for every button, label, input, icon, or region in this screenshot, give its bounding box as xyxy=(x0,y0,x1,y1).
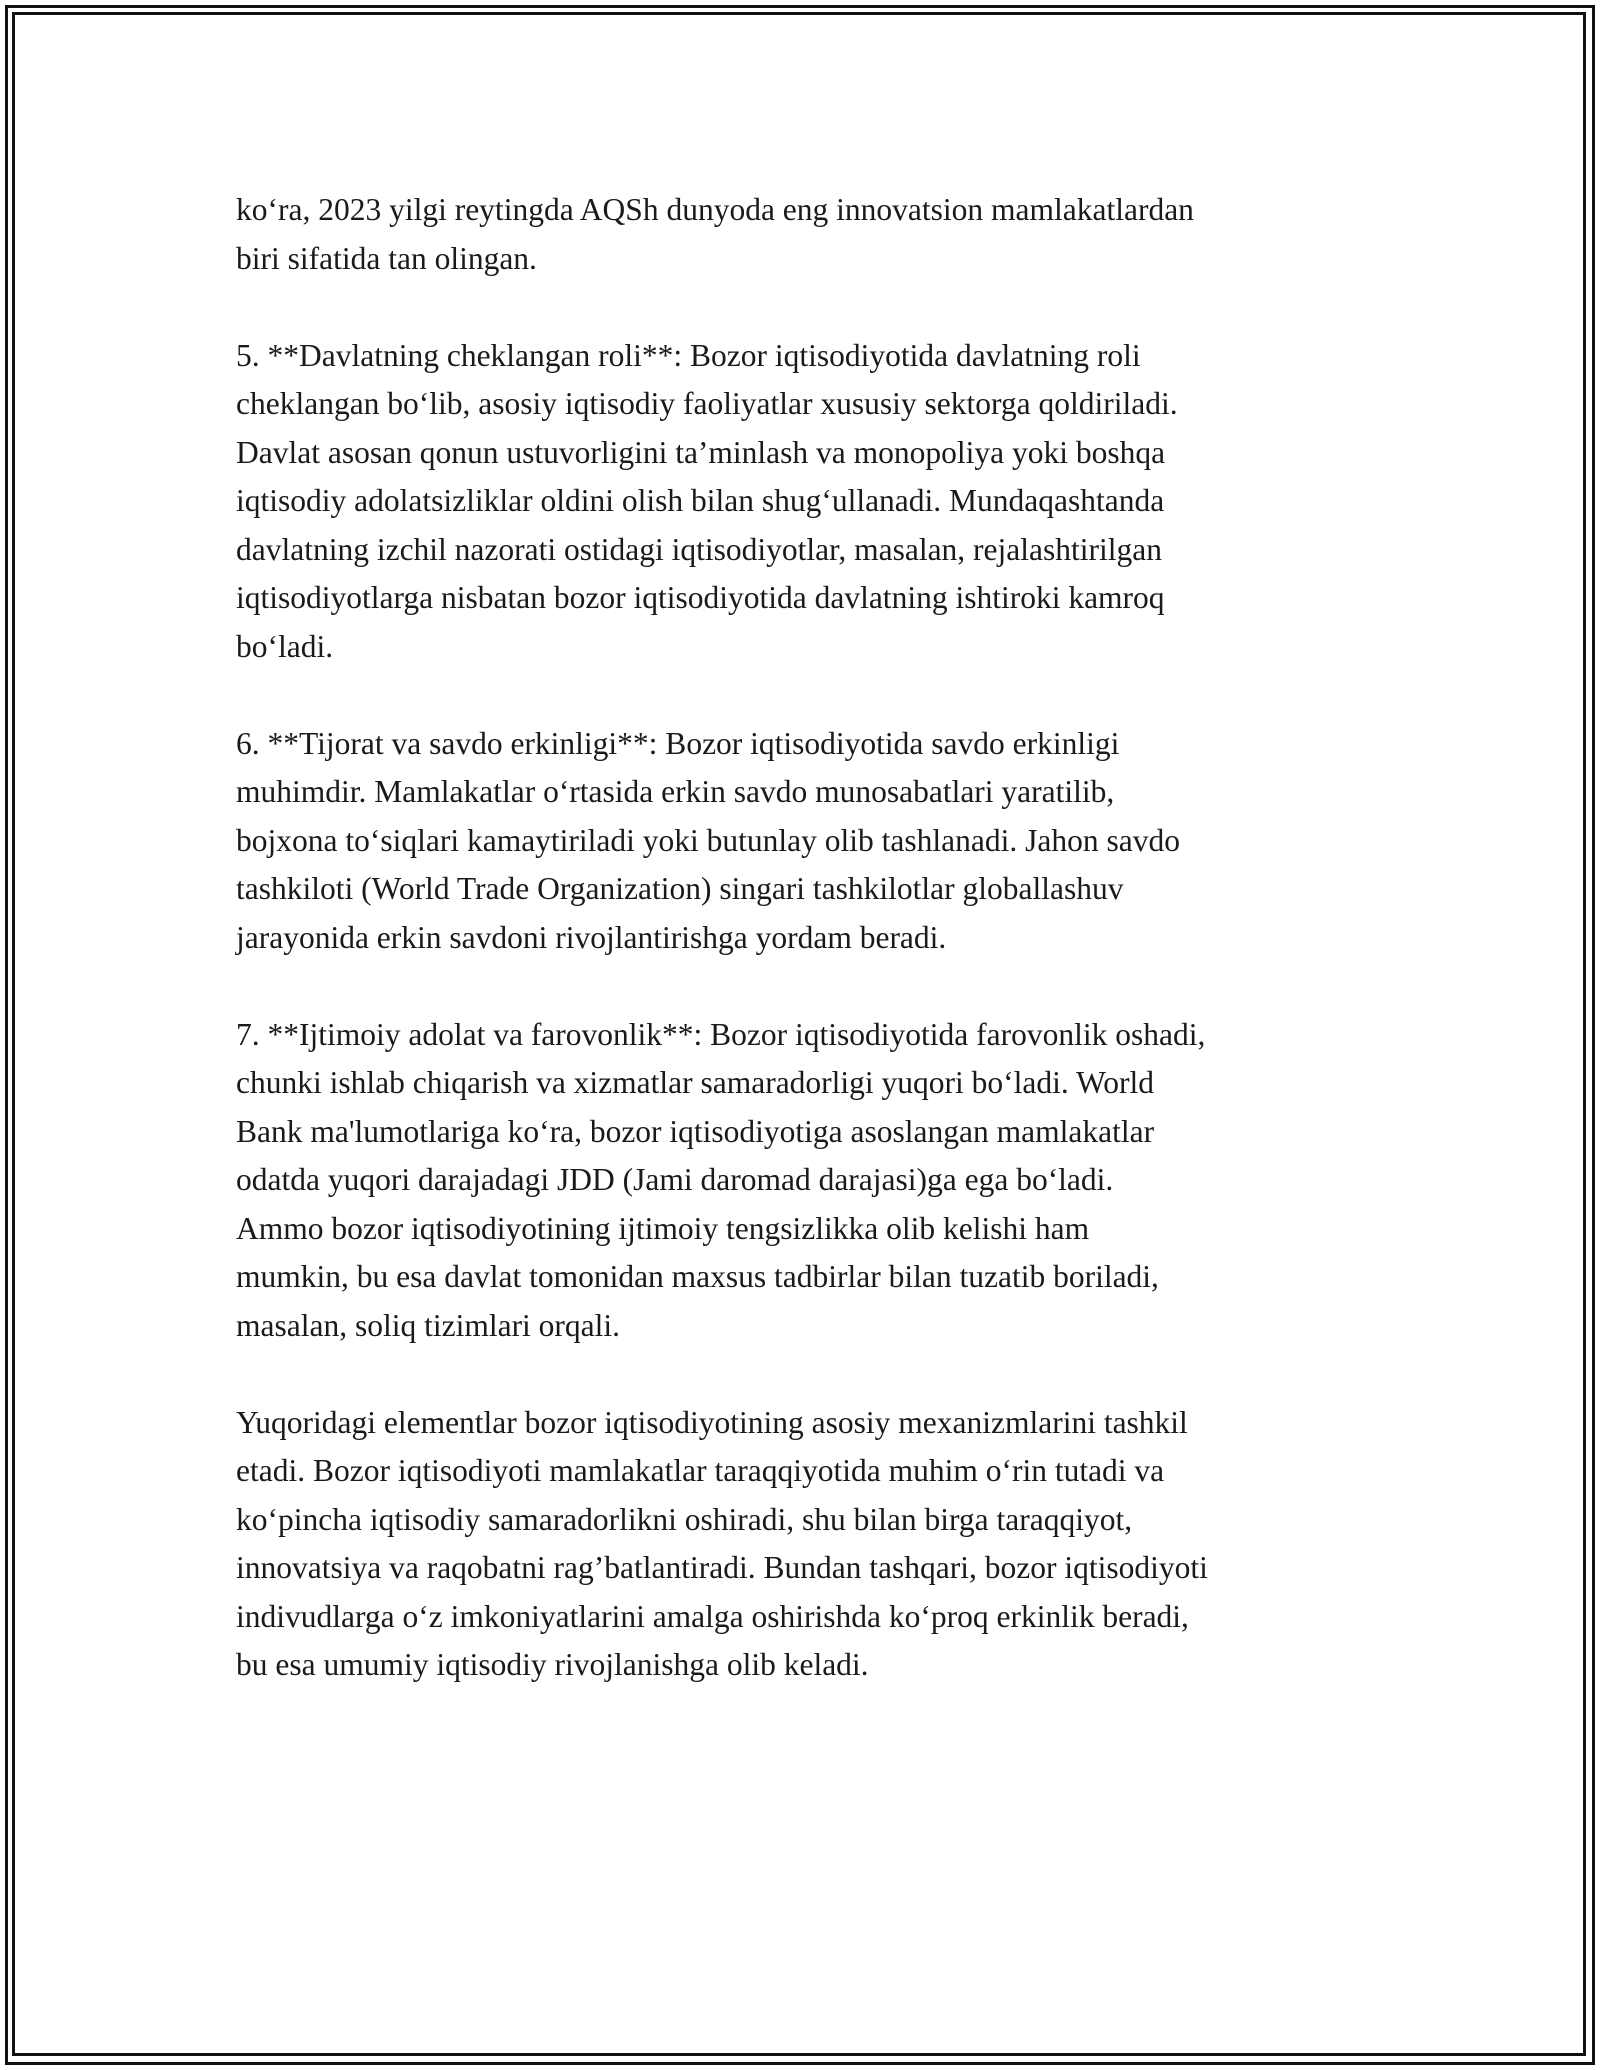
text-line: indivudlarga o‘z imkoniyatlarini amalga oshirishda ko‘proq erkinlik beradi, xyxy=(236,1598,1189,1634)
text-line: bu esa umumiy iqtisodiy rivojlanishga olib keladi. xyxy=(236,1647,869,1682)
text-line: odatda yuqori darajadagi JDD (Jami daromad darajasi)ga ega bo‘ladi. xyxy=(236,1162,1114,1197)
text-line: tashkiloti (World Trade Organization) singari tashkilotlar globallashuv xyxy=(236,871,1124,906)
text-line: 7. **Ijtimoiy adolat va farovonlik**: Bozor iqtisodiyotida farovonlik oshadi, xyxy=(236,1016,1206,1052)
text-line: jarayonida erkin savdoni rivojlantirishga yordam beradi. xyxy=(236,919,947,955)
text-line: 5. **Davlatning cheklangan roli**: Bozor iqtisodiyotida davlatning roli xyxy=(236,337,1141,373)
document-body xyxy=(236,186,1386,1738)
text-line: muhimdir. Mamlakatlar o‘rtasida erkin savdo munosabatlari yaratilib, xyxy=(236,774,1115,809)
text-line: biri sifatida tan olingan. xyxy=(236,240,537,276)
text-line: 6. **Tijorat va savdo erkinligi**: Bozor iqtisodiyotida savdo erkinligi xyxy=(236,725,1120,761)
text-line: iqtisodiyotlarga nisbatan bozor iqtisodiyotida davlatning ishtiroki kamroq xyxy=(236,580,1165,615)
text-line: davlatning izchil nazorati ostidagi iqtisodiyotlar, masalan, rejalashtirilgan xyxy=(236,531,1162,567)
paragraph-conclusion xyxy=(236,1399,1386,1690)
text-line: bo‘ladi. xyxy=(236,628,334,664)
text-line: bojxona to‘siqlari kamaytiriladi yoki butunlay olib tashlanadi. Jahon savdo xyxy=(236,822,1180,858)
paragraph-item-5 xyxy=(236,332,1386,672)
text-line: mumkin, bu esa davlat tomonidan maxsus tadbirlar bilan tuzatib boriladi, xyxy=(236,1259,1159,1294)
text-line: innovatsiya va raqobatni rag’batlantiradi. Bundan tashqari, bozor iqtisodiyoti xyxy=(236,1550,1208,1585)
text-line: Yuqoridagi elementlar bozor iqtisodiyotining asosiy mexanizmlarini tashkil xyxy=(236,1404,1188,1440)
paragraph-item-6 xyxy=(236,720,1386,963)
paragraph-continuation xyxy=(236,186,1386,283)
text-line: cheklangan bo‘lib, asosiy iqtisodiy faoliyatlar xususiy sektorga qoldiriladi. xyxy=(236,386,1178,421)
text-line: chunki ishlab chiqarish va xizmatlar samaradorligi yuqori bo‘ladi. World xyxy=(236,1065,1155,1100)
text-line: Davlat asosan qonun ustuvorligini ta’minlash va monopoliya yoki boshqa xyxy=(236,434,1166,470)
text-line: Bank ma'lumotlariga ko‘ra, bozor iqtisodiyotiga asoslangan mamlakatlar xyxy=(236,1113,1155,1149)
text-line: masalan, soliq tizimlari orqali. xyxy=(236,1307,621,1343)
paragraph-item-7 xyxy=(236,1011,1386,1351)
text-line: ko‘ra, 2023 yilgi reytingda AQSh dunyoda eng innovatsion mamlakatlardan xyxy=(236,192,1194,227)
text-line: ko‘pincha iqtisodiy samaradorlikni oshiradi, shu bilan birga taraqqiyot, xyxy=(236,1501,1133,1537)
text-line: Ammo bozor iqtisodiyotining ijtimoiy tengsizlikka olib kelishi ham xyxy=(236,1210,1090,1246)
text-line: iqtisodiy adolatsizliklar oldini olish bilan shug‘ullanadi. Mundaqashtanda xyxy=(236,483,1165,518)
text-line: etadi. Bozor iqtisodiyoti mamlakatlar taraqqiyotida muhim o‘rin tutadi va xyxy=(236,1453,1165,1488)
